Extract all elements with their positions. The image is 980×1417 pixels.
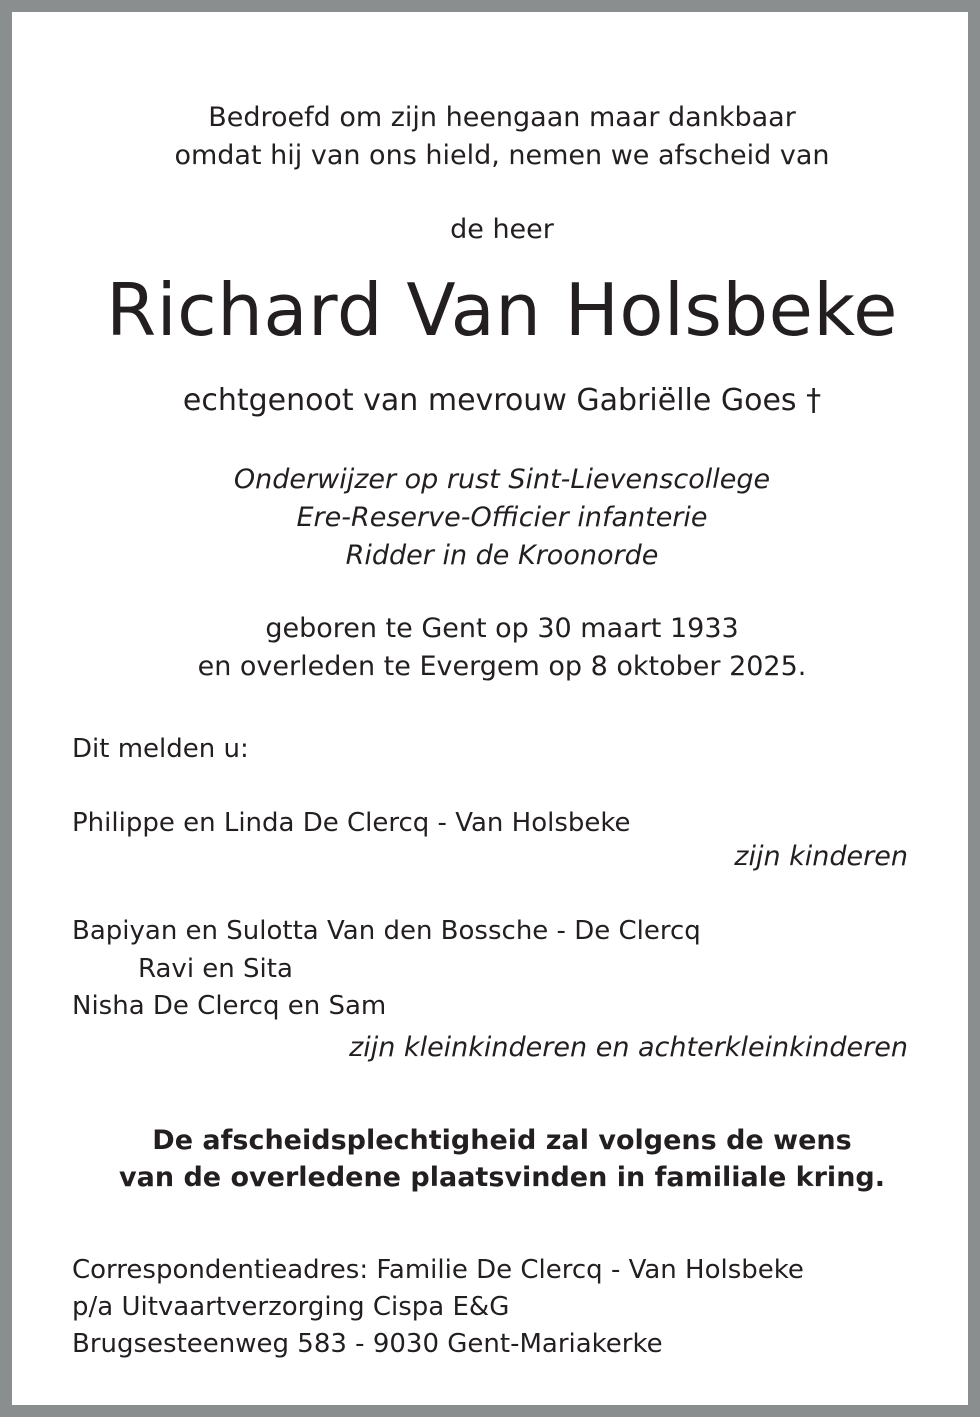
salutation: de heer xyxy=(450,214,554,245)
title-line-1: Onderwijzer op rust Sint-Lievenscollege xyxy=(233,464,771,495)
intro-line-2: omdat hij van ons hield, nemen we afscheid van xyxy=(174,140,830,171)
children-names: Philippe en Linda De Clercq - Van Holsbeke xyxy=(72,808,631,838)
ceremony-line-1: De afscheidsplechtigheid zal volgens de wens xyxy=(152,1125,852,1156)
correspondence-line-3: Brugsesteenweg 583 - 9030 Gent-Mariakerke xyxy=(72,1329,663,1359)
intro-line-1: Bedroefd om zijn heengaan maar dankbaar xyxy=(208,102,796,133)
grandchildren-line-1: Bapiyan en Sulotta Van den Bossche - De Clercq xyxy=(72,916,701,946)
announce-label: Dit melden u: xyxy=(72,734,249,764)
spouse-line: echtgenoot van mevrouw Gabriëlle Goes † xyxy=(182,383,822,418)
grandchildren-relation: zijn kleinkinderen en achterkleinkinderen xyxy=(349,1032,908,1063)
grandchildren-line-2: Ravi en Sita xyxy=(138,954,293,984)
grandchildren-line-3: Nisha De Clercq en Sam xyxy=(72,991,387,1021)
death-line: en overleden te Evergem op 8 oktober 2025. xyxy=(197,651,807,682)
correspondence-line-1: Correspondentieadres: Familie De Clercq - Van Holsbeke xyxy=(72,1255,804,1285)
birth-line: geboren te Gent op 30 maart 1933 xyxy=(265,613,739,644)
ceremony-line-2: van de overledene plaatsvinden in familiale kring. xyxy=(119,1162,885,1193)
title-line-2: Ere-Reserve-Officier infanterie xyxy=(296,502,708,533)
children-relation: zijn kinderen xyxy=(734,841,908,872)
title-line-3: Ridder in de Kroonorde xyxy=(345,540,659,571)
correspondence-line-2: p/a Uitvaartverzorging Cispa E&G xyxy=(72,1292,510,1322)
deceased-name: Richard Van Holsbeke xyxy=(106,268,898,352)
